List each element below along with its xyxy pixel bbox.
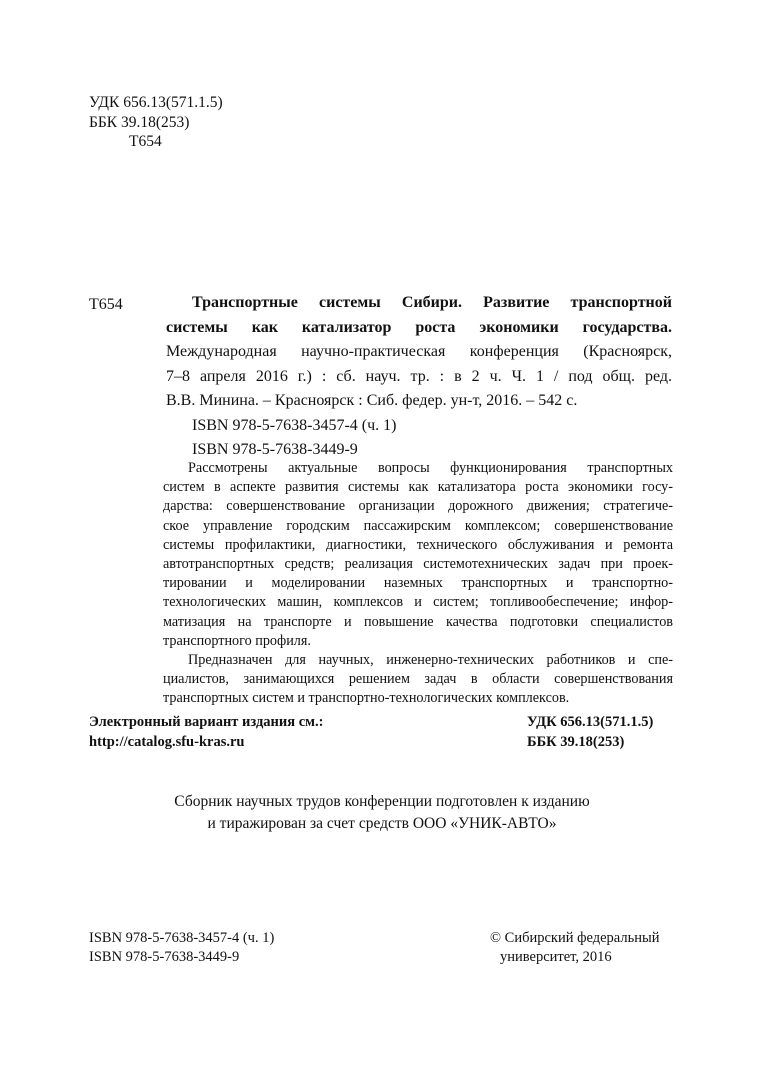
- copyright-line: © Сибирский федеральный: [490, 930, 660, 946]
- sponsorship-note: [0, 791, 764, 835]
- note-line: и тиражирован за счет средств ООО «УНИК-АВТО»: [207, 815, 557, 832]
- abstract-line: циалистов, занимающихся решением задач в области совершенствования: [163, 671, 673, 688]
- record-title: [166, 291, 672, 340]
- catalog-link[interactable]: http://catalog.sfu-kras.ru: [89, 734, 245, 750]
- abstract-paragraph: [163, 459, 673, 651]
- abstract-line: Рассмотрены актуальные вопросы функционирования транспортных: [188, 460, 673, 476]
- note-line: Сборник научных трудов конференции подготовлен к изданию: [174, 793, 590, 810]
- bbk-code: ББК 39.18(253): [89, 113, 190, 131]
- record-description-line: Международная научно-практическая конференция (Красноярск,: [166, 343, 672, 360]
- record-author-code: Т654: [89, 296, 123, 313]
- abstract: [163, 459, 673, 709]
- abstract-line: технологических машин, комплексов и систем; топливообеспечение; инфор-: [163, 594, 673, 611]
- copyright: [490, 929, 659, 967]
- bbk-code: ББК 39.18(253): [527, 734, 625, 750]
- electronic-version-label: Электронный вариант издания см.:: [89, 714, 324, 730]
- electronic-version: [89, 712, 324, 752]
- title-line: системы как катализатор роста экономики государства.: [166, 318, 672, 336]
- record-description-line: В.В. Минина. – Красноярск : Сиб. федер. ун-т, 2016. – 542 с.: [166, 392, 578, 409]
- isbn-line: ISBN 978-5-7638-3457-4 (ч. 1): [89, 930, 275, 946]
- isbn-line: ISBN 978-5-7638-3449-9: [89, 949, 240, 965]
- abstract-line: системы профилактики, диагностики, технического обслуживания и ремонта: [163, 536, 673, 553]
- classification-block: [89, 93, 223, 152]
- abstract-line: транспортных систем и транспортно-технологических комплексов.: [163, 690, 570, 707]
- copyright-line: университет, 2016: [500, 949, 612, 965]
- abstract-paragraph: [163, 651, 673, 709]
- udk-code: УДК 656.13(571.1.5): [89, 94, 223, 111]
- author-code: Т654: [129, 133, 162, 150]
- abstract-line: тировании и моделировании наземных транспортных и транспортно-: [163, 575, 673, 592]
- isbn-block: [89, 929, 274, 967]
- abstract-line: транспортного профиля.: [163, 632, 311, 649]
- title-line: Транспортные системы Сибири. Развитие транспортной: [192, 294, 672, 311]
- abstract-line: систем в аспекте развития системы как катализатора роста экономики госу-: [163, 479, 673, 496]
- record-isbn: ISBN 978-5-7638-3449-9: [192, 441, 358, 458]
- abstract-line: Предназначен для научных, инженерно-технических работников и спе-: [188, 652, 673, 669]
- record-isbn: ISBN 978-5-7638-3457-4 (ч. 1): [192, 416, 397, 434]
- bibliographic-record: [166, 291, 672, 463]
- abstract-line: дарства: совершенствование организации дорожного движения; стратегиче-: [163, 498, 673, 515]
- record-description-line: 7–8 апреля 2016 г.) : сб. науч. тр. : в 2 ч. Ч. 1 / под общ. ред.: [166, 367, 672, 385]
- electronic-classification: [527, 712, 653, 752]
- abstract-line: ское управление городским пассажирским комплексом; совершенствование: [163, 517, 673, 534]
- udk-code: УДК 656.13(571.1.5): [527, 714, 654, 730]
- abstract-line: автотранспортных средств; реализация системотехнических задач при проек-: [163, 556, 673, 573]
- abstract-line: матизация на транспорте и повышение качества подготовки специалистов: [163, 613, 673, 630]
